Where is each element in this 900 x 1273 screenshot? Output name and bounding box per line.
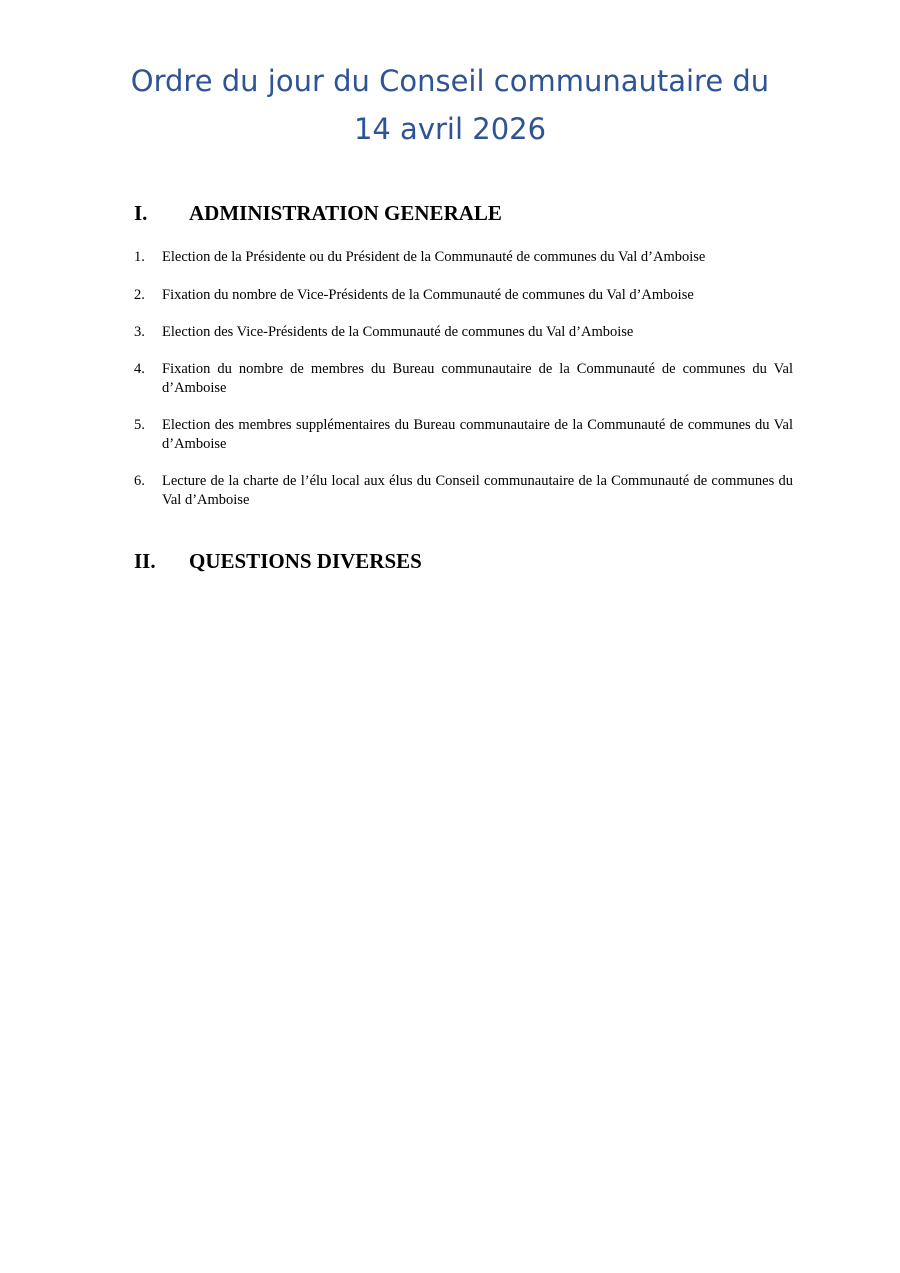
agenda-item-number: 2. — [134, 287, 145, 303]
agenda-item — [134, 248, 793, 267]
agenda-item-text: Lecture de la charte de l’élu local aux élus du Conseil communautaire de la Communauté de communes du Val d’Amboise — [162, 473, 793, 508]
section-heading-administration — [134, 201, 502, 226]
agenda-item — [134, 286, 793, 305]
agenda-item — [134, 323, 793, 342]
page-title-line-2: 14 avril 2026 — [353, 112, 547, 146]
section-number: I. — [134, 201, 148, 225]
agenda-item-number: 4. — [134, 361, 145, 377]
agenda-item-text: Election de la Présidente ou du Président de la Communauté de communes du Val d’Amboise — [162, 249, 706, 265]
page-title-line-1: Ordre du jour du Conseil communautaire du — [130, 64, 770, 98]
agenda-item-text: Election des Vice-Présidents de la Communauté de communes du Val d’Amboise — [162, 324, 634, 340]
agenda-item-number: 3. — [134, 324, 145, 340]
agenda-item-number: 1. — [134, 249, 145, 265]
agenda-item-text: Fixation du nombre de membres du Bureau communautaire de la Communauté de communes du Val d’Amboise — [162, 361, 793, 396]
agenda-item — [134, 416, 793, 454]
agenda-item-number: 5. — [134, 417, 145, 433]
agenda-item-text: Fixation du nombre de Vice-Présidents de la Communauté de communes du Val d’Amboise — [162, 287, 694, 303]
agenda-item-text: Election des membres supplémentaires du Bureau communautaire de la Communauté de communes du Val d’Amboise — [162, 417, 793, 452]
section-number: II. — [134, 549, 156, 573]
agenda-item — [134, 360, 793, 398]
section-heading-questions-diverses — [134, 549, 422, 574]
section-title: ADMINISTRATION GENERALE — [189, 201, 502, 225]
section-title: QUESTIONS DIVERSES — [189, 549, 422, 573]
agenda-item-number: 6. — [134, 473, 145, 489]
agenda-item — [134, 472, 793, 510]
